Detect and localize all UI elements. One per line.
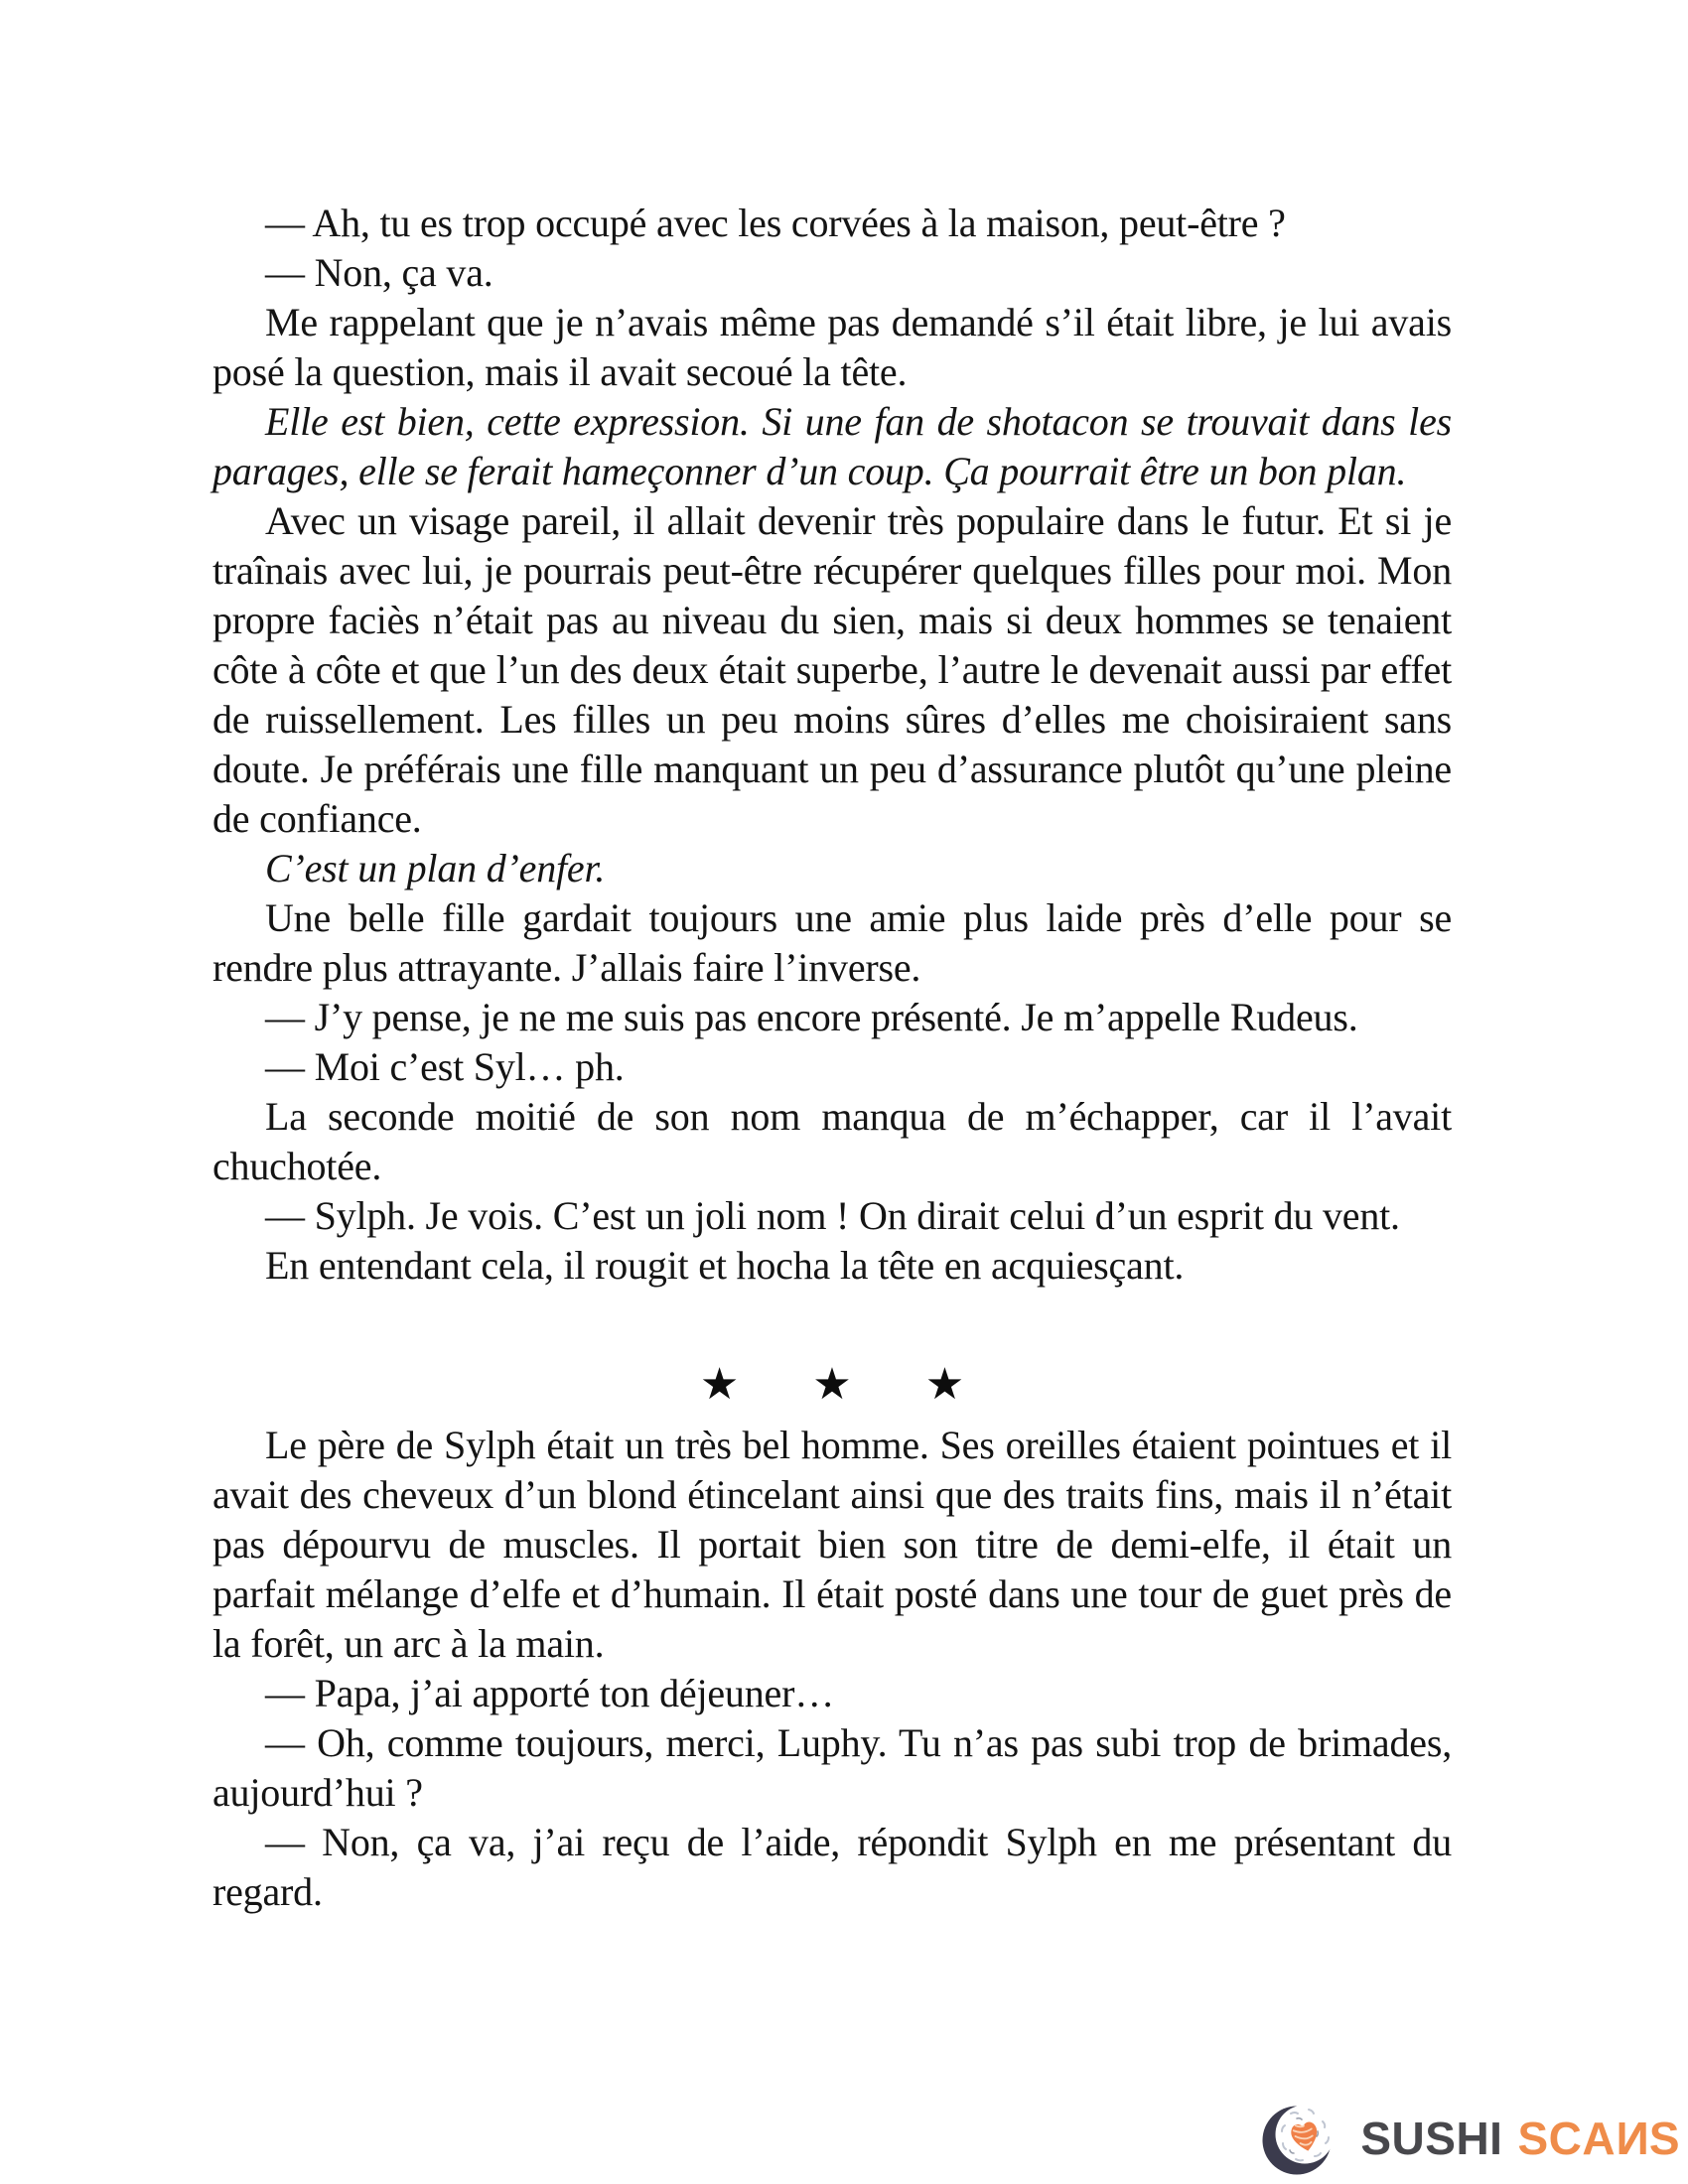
logo-word-scans bbox=[1517, 2113, 1680, 2164]
paragraph: Une belle fille gardait toujours une amie plus laide près d’elle pour se rendre plus attrayante. J’allais faire l’inverse. bbox=[212, 895, 1452, 990]
paragraph: — Non, ça va, j’ai reçu de l’aide, répondit Sylph en me présentant du regard. bbox=[212, 1820, 1452, 1914]
section-separator bbox=[212, 1360, 1452, 1410]
logo-mirrored-n: N bbox=[1616, 2113, 1649, 2164]
paragraph: En entendant cela, il rougit et hocha la tête en acquiesçant. bbox=[265, 1243, 1185, 1288]
paragraph: — Moi c’est Syl… ph. bbox=[265, 1044, 625, 1089]
paragraph: Elle est bien, cette expression. Si une fan de shotacon se trouvait dans les parages, elle se ferait hameçonner d’un coup. Ça pourrait être un bon plan. bbox=[212, 399, 1452, 493]
paragraph: — J’y pense, je ne me suis pas encore présenté. Je m’appelle Rudeus. bbox=[265, 995, 1358, 1039]
logo-word-scans-post: S bbox=[1648, 2113, 1680, 2164]
paragraph: La seconde moitié de son nom manqua de m’échapper, car il l’avait chuchotée. bbox=[212, 1094, 1452, 1188]
logo-word-scans-pre: SCA bbox=[1517, 2113, 1617, 2164]
paragraph: — Non, ça va. bbox=[265, 250, 493, 295]
star-icon: ★ bbox=[699, 1360, 740, 1409]
paragraph: — Sylph. Je vois. C’est un joli nom ! On dirait celui d’un esprit du vent. bbox=[265, 1193, 1400, 1238]
logo-word-sushi: SUSHI bbox=[1360, 2113, 1503, 2164]
paragraph: — Ah, tu es trop occupé avec les corvées à la maison, peut-être ? bbox=[265, 201, 1286, 245]
paragraph: Me rappelant que je n’avais même pas demandé s’il était libre, je lui avais posé la question, mais il avait secoué la tête. bbox=[212, 300, 1452, 394]
sushi-roll-icon bbox=[1261, 2102, 1338, 2175]
paragraph: Le père de Sylph était un très bel homme. Ses oreilles étaient pointues et il avait des cheveux d’un blond étincelant ainsi que des traits fins, mais il n’était pas dépourvu de muscles. Il portait bien son titre de demi-elfe, il était un parfait mélange d’elfe et d’humain. Il était posté dans une tour de guet près de la forêt, un arc à la main. bbox=[212, 1423, 1452, 1666]
paragraph: Avec un visage pareil, il allait devenir très populaire dans le futur. Et si je traînais avec lui, je pourrais peut-être récupérer quelques filles pour moi. Mon propre faciès n’était pas au niveau du sien, mais si deux hommes se tenaient côte à côte et que l’un des deux était superbe, l’autre le devenait aussi par effet de ruissellement. Les filles un peu moins sûres d’elles me choisiraient sans doute. Je préférais une fille manquant un peu d’assurance plutôt qu’une pleine de confiance. bbox=[212, 498, 1452, 841]
paragraph: C’est un plan d’enfer. bbox=[265, 846, 606, 890]
star-icon: ★ bbox=[812, 1360, 852, 1409]
star-icon: ★ bbox=[924, 1360, 965, 1409]
logo-wordmark bbox=[1360, 2113, 1680, 2164]
page-text bbox=[212, 199, 1452, 1917]
paragraph: — Papa, j’ai apporté ton déjeuner… bbox=[265, 1671, 835, 1715]
scanlation-logo bbox=[1261, 2102, 1680, 2175]
paragraph: — Oh, comme toujours, merci, Luphy. Tu n’as pas subi trop de brimades, aujourd’hui ? bbox=[212, 1720, 1452, 1815]
